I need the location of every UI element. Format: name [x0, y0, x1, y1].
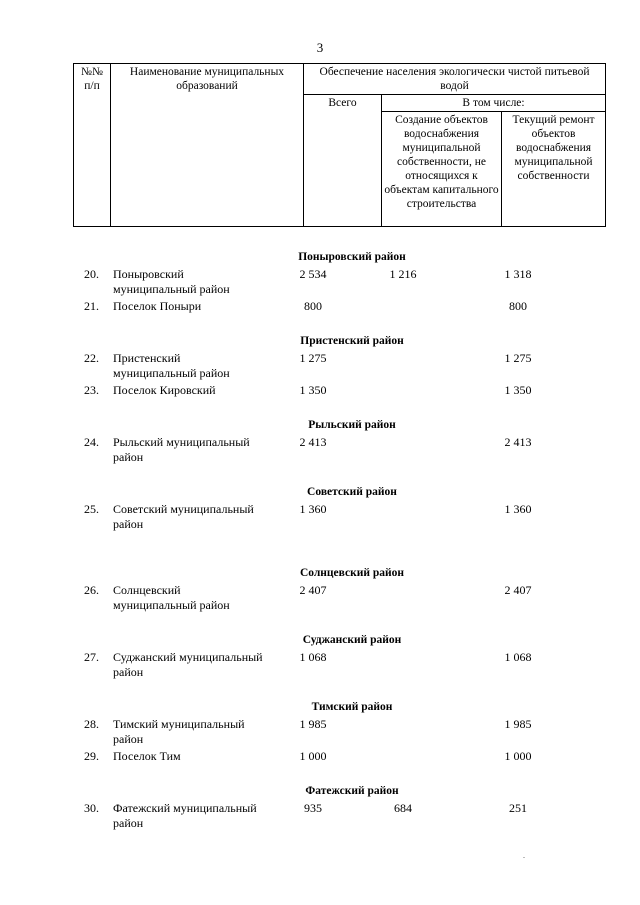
row-number: 30. [84, 801, 99, 815]
district-title: Солнцевский район [299, 567, 405, 579]
header-col-num: №№ п/п [74, 64, 111, 227]
row-number: 24. [84, 435, 99, 449]
row-name: Фатежский муниципальный район [113, 801, 257, 830]
row-total: 1 350 [299, 383, 327, 397]
table-row [73, 299, 575, 314]
row-number: 21. [84, 299, 99, 313]
district-section [73, 633, 575, 680]
row-create: 1 216 [389, 267, 417, 281]
district-section [73, 250, 575, 314]
row-number: 22. [84, 351, 99, 365]
row-number: 25. [84, 502, 99, 516]
district-title: Суджанский район [302, 634, 402, 646]
row-repair: 1 275 [504, 351, 532, 365]
row-repair: 1 000 [504, 749, 532, 763]
row-name: Суджанский муниципальный район [113, 650, 263, 679]
row-name: Советский муниципальный район [113, 502, 254, 531]
row-total: 1 068 [299, 650, 327, 664]
district-section [73, 418, 575, 465]
row-repair: 251 [509, 801, 527, 815]
row-total: 1 360 [299, 502, 327, 516]
table-row [73, 717, 575, 747]
row-name: Рыльский муниципальный район [113, 435, 250, 464]
row-repair: 1 360 [504, 502, 532, 516]
row-number: 28. [84, 717, 99, 731]
row-total: 2 534 [299, 267, 327, 281]
district-title: Поныровский район [298, 251, 406, 263]
row-name: Поселок Кировский [113, 383, 216, 397]
table-header [73, 63, 606, 227]
header-col-name: Наименование муниципальных образований [111, 64, 304, 227]
table-body [73, 238, 575, 833]
row-total: 800 [304, 299, 322, 313]
district-title: Советский район [307, 486, 397, 498]
district-title: Пристенский район [300, 335, 404, 347]
district-title: Тимский район [311, 701, 393, 713]
row-total: 1 000 [299, 749, 327, 763]
header-col-including: В том числе: [382, 95, 606, 112]
row-repair: 1 985 [504, 717, 532, 731]
row-repair: 2 407 [504, 583, 532, 597]
district-title: Рыльский район [308, 419, 396, 431]
row-total: 935 [304, 801, 322, 815]
table-row [73, 650, 575, 680]
table-row [73, 267, 575, 297]
header-col-create: Создание объектов водоснабжения муниципальной собственности, не относящихся к объектам капитального строительства [382, 112, 502, 227]
row-total: 2 407 [299, 583, 327, 597]
row-number: 20. [84, 267, 99, 281]
row-repair: 1 318 [504, 267, 532, 281]
row-repair: 1 350 [504, 383, 532, 397]
row-number: 29. [84, 749, 99, 763]
row-number: 26. [84, 583, 99, 597]
district-section [73, 334, 575, 398]
district-section [73, 485, 575, 532]
row-repair: 2 413 [504, 435, 532, 449]
row-name: Тимский муниципальный район [113, 717, 245, 746]
table-row [73, 583, 575, 613]
row-number: 27. [84, 650, 99, 664]
district-section [73, 566, 575, 613]
page-number: 3 [316, 40, 324, 55]
table-row [73, 351, 575, 381]
table-row [73, 801, 575, 831]
header-col-group: Обеспечение населения экологически чистой питьевой водой [304, 64, 606, 95]
district-section [73, 700, 575, 764]
row-name: Солнцевский муниципальный район [113, 583, 230, 612]
district-section [73, 784, 575, 831]
table-row [73, 383, 575, 398]
row-name: Пристенский муниципальный район [113, 351, 230, 380]
row-total: 1 275 [299, 351, 327, 365]
row-total: 2 413 [299, 435, 327, 449]
row-name: Поселок Тим [113, 749, 181, 763]
table-row [73, 435, 575, 465]
header-col-repair: Текущий ремонт объектов водоснабжения муниципальной собственности [502, 112, 606, 227]
header-col-total: Всего [304, 95, 382, 227]
table-row [73, 749, 575, 764]
scan-artifact [523, 857, 525, 858]
district-title: Фатежский район [305, 785, 399, 797]
row-create: 684 [394, 801, 412, 815]
row-name: Поселок Поныри [113, 299, 202, 313]
row-number: 23. [84, 383, 99, 397]
table-row [73, 502, 575, 532]
row-repair: 1 068 [504, 650, 532, 664]
row-total: 1 985 [299, 717, 327, 731]
row-repair: 800 [509, 299, 527, 313]
row-name: Поныровский муниципальный район [113, 267, 230, 296]
